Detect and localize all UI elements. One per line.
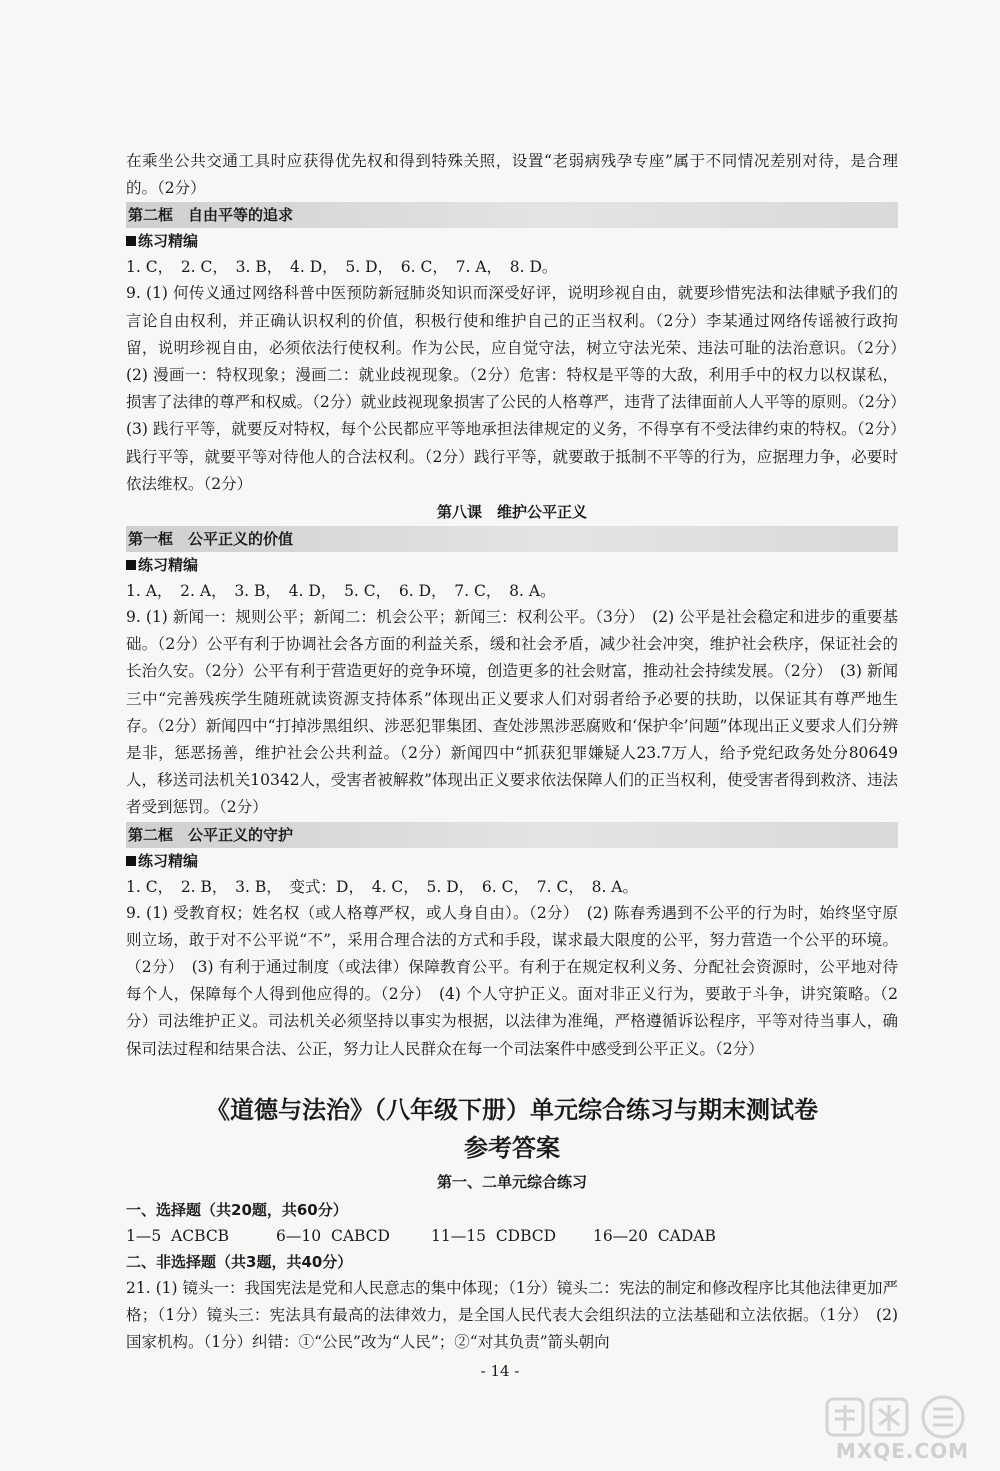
question-21-answer: 21. (1) 镜头一：我国宪法是党和人民意志的集中体现；（1分）镜头二：宪法的制定和修改程序比其他法律更加严格；（1分）镜头三：宪法具有最高的法律效力，是全国人民代表大会组织法的立法基础和立法依据。（1分） (2) 国家机构。（1分）纠错：①“公民”改为“人民”；②“对其负责”箭头朝向 [126, 1278, 898, 1352]
watermark-logo [815, 1395, 990, 1465]
answer-letters: ACBCB [171, 1226, 230, 1245]
page-content [126, 148, 914, 1356]
answer-group [276, 1223, 431, 1249]
square-bullet-icon [126, 560, 136, 570]
answer-range: 1—5 [126, 1226, 162, 1245]
lesson-title: 第八课 维护公平正义 [436, 503, 587, 522]
subheading-practice [126, 848, 898, 874]
answer-group [593, 1223, 753, 1249]
page-number: - 14 - [480, 1362, 520, 1380]
answer-range: 16—20 [593, 1226, 648, 1245]
question-9-answer: 9. (1) 受教育权；姓名权（或人格尊严权，或人身自由）。（2分） (2) 陈春秀遇到不公平的行为时，始终坚守原则立场，敢于对不公平说“不”，采用合理合法的方式和手段，谋求最大限度的公平，努力营造一个公平的环境。（2分） (3) 有利于通过制度（或法律）保障教育公平。有利于在规定权利义务、分配社会资源时，公平地对待每个人，保障每个人得到他应得的。（2分） (4) 个人守护正义。面对非正义行为，要敢于斗争，讲究策略。（2分）司法维护正义。司法机关必须坚持以事实为根据，以法律为准绳，严格遵循诉讼程序，平等对待当事人，确保司法过程和结果合法、公正，努力让人民群众在每一个司法案件中感受到公平正义。（2分） [126, 903, 898, 1058]
answer-range: 11—15 [431, 1226, 486, 1245]
answer-group [126, 1223, 276, 1249]
square-bullet-icon [126, 236, 136, 246]
choice-answer-row [126, 1223, 898, 1249]
answer-group [431, 1223, 593, 1249]
subheading-label: 练习精编 [138, 232, 199, 251]
answer-letters: CADAB [657, 1226, 716, 1245]
choice-answers: 1. C， 2. B， 3. B， 变式：D， 4. C， 5. D， 6. C， 7. C， 8. A。 [126, 877, 638, 896]
subheading-label: 练习精编 [138, 556, 199, 575]
answer-stamp-icon [825, 1395, 980, 1443]
section-title-free-equal: 第二框 自由平等的追求 [126, 202, 898, 228]
square-bullet-icon [126, 856, 136, 866]
choice-answers: 1. A， 2. A， 3. B， 4. D， 5. C， 6. D， 7. C， 8. A。 [126, 582, 556, 601]
subheading-practice [126, 552, 898, 578]
subheading-practice [126, 228, 898, 254]
answer-range: 6—10 [276, 1226, 322, 1245]
watermark-text: MXQE.COM [835, 1439, 970, 1463]
choice-answers: 1. C， 2. C， 3. B， 4. D， 5. D， 6. C， 7. A， 8. D。 [126, 258, 558, 277]
part-1-heading: 一、选择题（共20题，共60分） [126, 1200, 348, 1219]
part-2-heading: 二、非选择题（共3题，共40分） [126, 1252, 353, 1271]
top-paragraph: 在乘坐公共交通工具时应获得优先权和得到特殊关照，设置“老弱病残孕专座”属于不同情况差别对待，是合理的。（2分） [126, 152, 898, 198]
subheading-label: 练习精编 [138, 851, 199, 870]
book-title: 《道德与法治》（八年级下册）单元综合练习与期末测试卷 [206, 1095, 818, 1124]
section-title-justice-guard: 第二框 公平正义的守护 [126, 822, 898, 848]
answer-letters: CDBCD [495, 1226, 557, 1245]
unit-title: 第一、二单元综合练习 [436, 1172, 587, 1191]
answer-letters: CABCD [330, 1226, 390, 1245]
question-9-answer: 9. (1) 何传义通过网络科普中医预防新冠肺炎知识而深受好评，说明珍视自由，就要珍惜宪法和法律赋予我们的言论自由权利，并正确认识权利的价值，积极行使和维护自己的正当权利。（2分）李某通过网络传谣被行政拘留，说明珍视自由，必须依法行使权利。作为公民，应自觉守法，树立守法光荣、违法可耻的法治意识。（2分） (2) 漫画一：特权现象；漫画二：就业歧视现象。（2分）危害：特权是平等的大敌，利用手中的权力以权谋私，损害了法律的尊严和权威。（2分）就业歧视现象损害了公民的人格尊严，违背了法律面前人人平等的原则。（2分） (3) 践行平等，就要反对特权，每个公民都应平等地承担法律规定的义务，不得享有不受法律约束的特权。（2分）践行平等，就要平等对待他人的合法权利。（2分）践行平等，就要敢于抵制不平等的行为，应据理力争，必要时依法维权。（2分） [126, 284, 914, 493]
section-title-justice-value: 第一框 公平正义的价值 [126, 526, 898, 552]
question-9-answer: 9. (1) 新闻一：规则公平；新闻二：机会公平；新闻三：权利公平。（3分） (2) 公平是社会稳定和进步的重要基础。（2分）公平有利于协调社会各方面的利益关系，缓和社会矛盾，减少社会冲突，维护社会秩序，保证社会的长治久安。（2分）公平有利于营造更好的竞争环境，创造更多的社会财富，推动社会持续发展。（2分） (3) 新闻三中“完善残疾学生随班就读资源支持体系”体现出正义要求人们对弱者给予必要的扶助，以保证其有尊严地生存。（2分）新闻四中“打掉涉黑组织、涉恶犯罪集团、查处涉黑涉恶腐败和‘保护伞’问题”体现出正义要求人们分辨是非，惩恶扬善，维护社会公共利益。（2分）新闻四中“抓获犯罪嫌疑人23.7万人，给予党纪政务处分80649人，移送司法机关10342人，受害者被解救”体现出正义要求依法保障人们的正当权利，使受害者得到救济、违法者受到惩罚。（2分） [126, 608, 898, 817]
answer-key-title: 参考答案 [464, 1133, 560, 1162]
